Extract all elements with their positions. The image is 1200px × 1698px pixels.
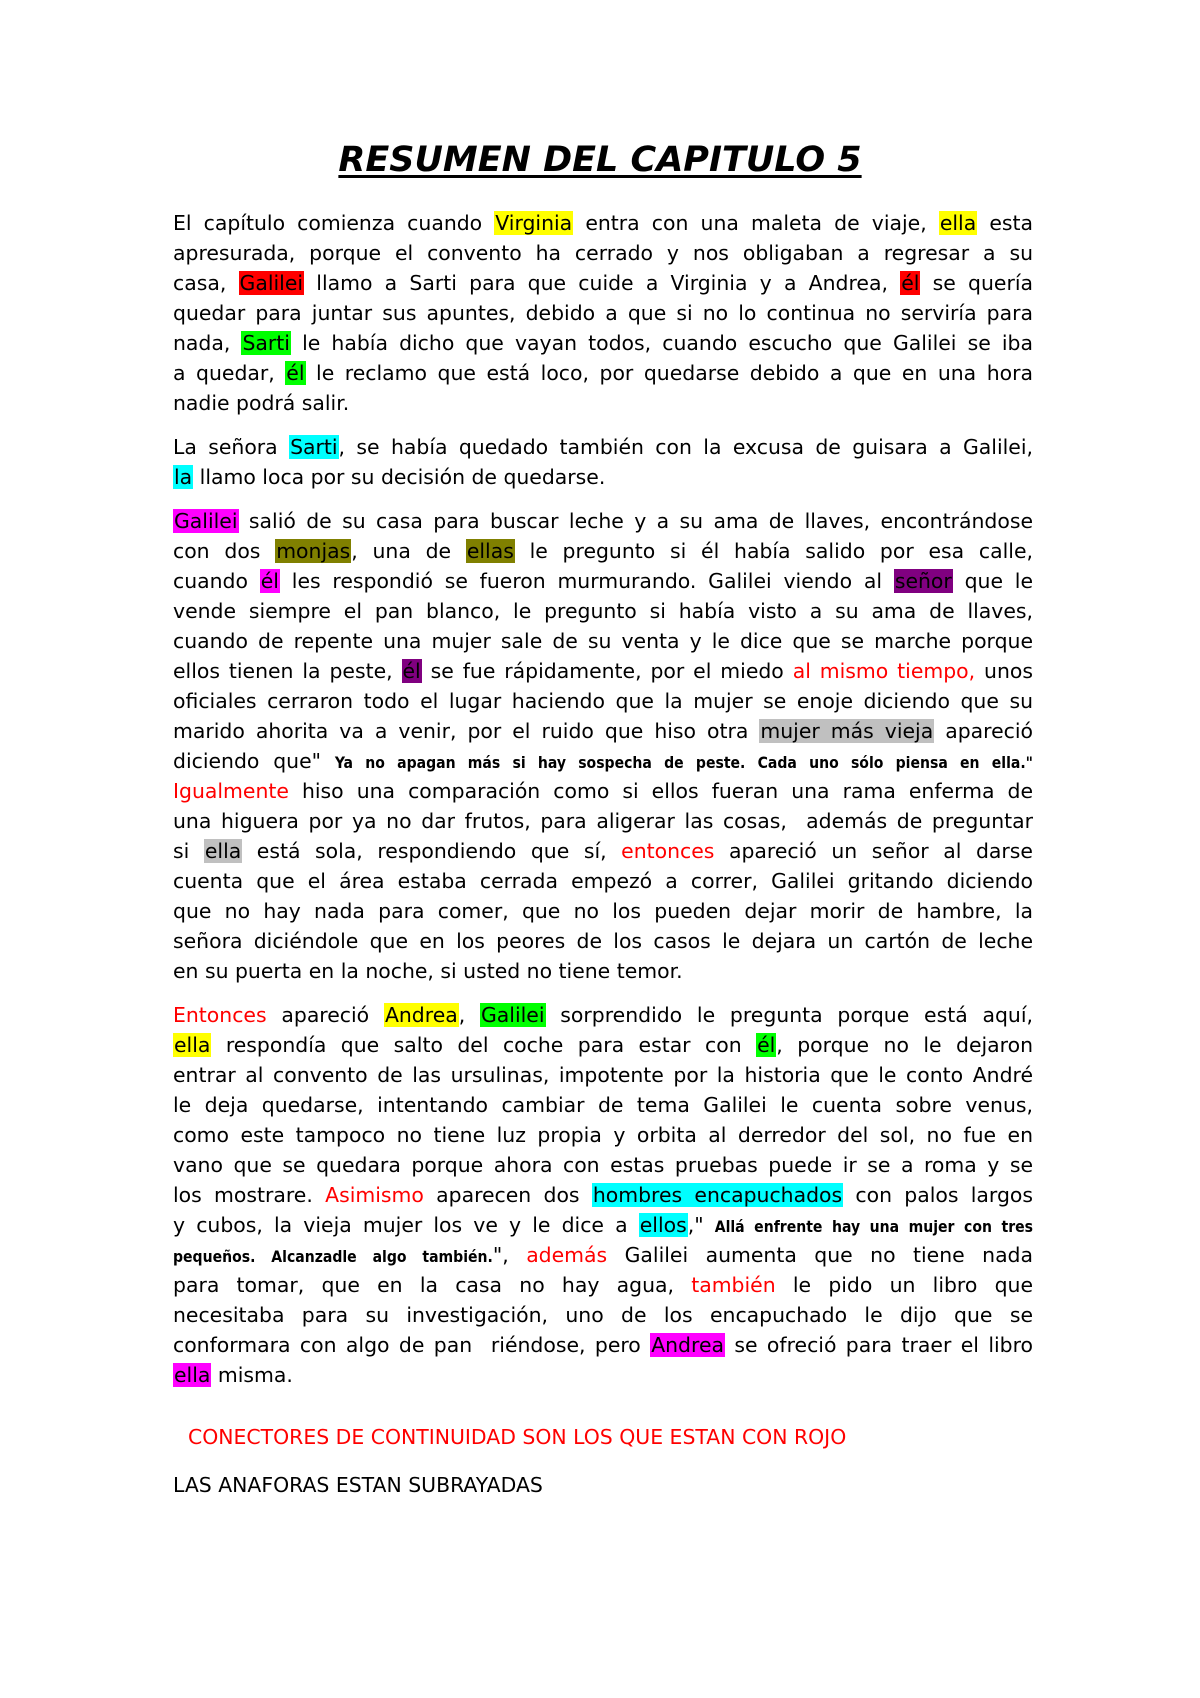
highlighted-anaphora: la bbox=[174, 465, 193, 489]
highlighted-anaphora: ella bbox=[204, 839, 242, 863]
text-segment: , se había quedado también con la excusa de guisara a Galilei, bbox=[338, 435, 1033, 459]
text-segment: vende siempre el pan blanco, le pregunto si había visto a su ama de llaves, bbox=[173, 599, 1033, 623]
highlighted-anaphora: ellas bbox=[466, 539, 514, 563]
text-line bbox=[173, 1360, 1033, 1390]
text-segment: les respondió se fueron murmurando. Galilei viendo al bbox=[279, 569, 894, 593]
continuity-connector: Asimismo bbox=[325, 1183, 424, 1207]
text-segment: como este tampoco no tiene luz propia y orbita al derredor del sol, no fue en bbox=[173, 1123, 1033, 1147]
text-segment: se ofreció para traer el libro bbox=[724, 1333, 1033, 1357]
text-line bbox=[173, 1000, 1033, 1030]
highlighted-anaphora: Sarti bbox=[242, 331, 290, 355]
text-segment: entrar al convento de las ursulinas, impotente por la historia que le conto André bbox=[173, 1063, 1033, 1087]
paragraph bbox=[173, 432, 1033, 492]
paragraph bbox=[173, 1000, 1033, 1390]
highlighted-anaphora: él bbox=[901, 271, 920, 295]
text-segment: llamo a Sarti para que cuide a Virginia y a Andrea, bbox=[304, 271, 901, 295]
anaphora-note: LAS ANAFORAS ESTAN SUBRAYADAS bbox=[173, 1473, 543, 1497]
text-line bbox=[173, 328, 1033, 358]
highlighted-anaphora: ella bbox=[174, 1363, 211, 1387]
continuity-connector: Igualmente bbox=[173, 779, 289, 803]
text-segment: le había dicho que vayan todos, cuando escucho que Galilei se iba bbox=[290, 331, 1033, 355]
text-segment: apareció un señor al darse bbox=[714, 839, 1033, 863]
text-segment: vano que se quedara porque ahora con estas pruebas puede ir se a roma y se bbox=[173, 1153, 1033, 1177]
text-segment: , una de bbox=[351, 539, 466, 563]
text-line bbox=[173, 866, 1033, 896]
text-segment: con palos largos bbox=[843, 1183, 1033, 1207]
text-segment: , bbox=[458, 1003, 480, 1027]
text-segment: está sola, respondiendo que sí, bbox=[242, 839, 622, 863]
highlighted-anaphora: Virginia bbox=[495, 211, 573, 235]
text-segment: le deja quedarse, intentando cambiar de tema Galilei le cuenta sobre venus, bbox=[173, 1093, 1033, 1117]
continuity-connector: entonces bbox=[621, 839, 715, 863]
text-segment: que no hay nada para comer, que no los pueden dejar morir de hambre, la bbox=[173, 899, 1033, 923]
document-body bbox=[173, 208, 1033, 1404]
highlighted-anaphora: él bbox=[402, 659, 421, 683]
text-line bbox=[173, 896, 1033, 926]
text-segment: le pregunto si él había salido por esa calle, bbox=[514, 539, 1033, 563]
text-segment: oficiales cerraron todo el lugar haciendo que la mujer se enoje diciendo que su bbox=[173, 689, 1033, 713]
text-line bbox=[173, 746, 1033, 776]
text-segment: le reclamo que está loco, por quedarse debido a que en una hora bbox=[305, 361, 1033, 385]
highlighted-anaphora: él bbox=[757, 1033, 776, 1057]
text-line bbox=[173, 1330, 1033, 1360]
text-line bbox=[173, 626, 1033, 656]
text-line bbox=[173, 716, 1033, 746]
text-line bbox=[173, 268, 1033, 298]
text-segment: cuando de repente una mujer sale de su venta y le dice que se marche porque bbox=[173, 629, 1033, 653]
text-line bbox=[173, 1300, 1033, 1330]
text-line bbox=[173, 1090, 1033, 1120]
text-line bbox=[173, 298, 1033, 328]
text-segment: entra con una maleta de viaje, bbox=[573, 211, 939, 235]
highlighted-anaphora: hombres encapuchados bbox=[592, 1183, 843, 1207]
text-segment: unos bbox=[975, 659, 1033, 683]
text-segment: se quería bbox=[920, 271, 1033, 295]
text-line bbox=[173, 388, 1033, 418]
text-segment: casa, bbox=[173, 271, 239, 295]
continuity-connector: también bbox=[691, 1273, 776, 1297]
continuity-connector: al mismo tiempo, bbox=[792, 659, 976, 683]
highlighted-anaphora: Andrea bbox=[651, 1333, 724, 1357]
text-segment: Galilei aumenta que no tiene nada bbox=[607, 1243, 1033, 1267]
text-line bbox=[173, 208, 1033, 238]
text-line bbox=[173, 238, 1033, 268]
text-segment: ellos tienen la peste, bbox=[173, 659, 402, 683]
highlighted-anaphora: ella bbox=[939, 211, 977, 235]
text-segment: esta bbox=[977, 211, 1034, 235]
text-segment: ," bbox=[687, 1213, 715, 1237]
text-line bbox=[173, 776, 1033, 806]
text-segment: una higuera por ya no dar frutos, para aligerar las cosas, además de preguntar bbox=[173, 809, 1033, 833]
quoted-text: Allá enfrente hay una mujer con tres bbox=[714, 1218, 1033, 1236]
text-segment: apresurada, porque el convento ha cerrado y nos obligaban a regresar a su bbox=[173, 241, 1033, 265]
text-line bbox=[173, 358, 1033, 388]
text-segment: y cubos, la vieja mujer los ve y le dice a bbox=[173, 1213, 639, 1237]
text-segment: cuenta que el área estaba cerrada empezó a correr, Galilei gritando diciendo bbox=[173, 869, 1033, 893]
text-segment: misma. bbox=[211, 1363, 293, 1387]
highlighted-anaphora: Galilei bbox=[481, 1003, 545, 1027]
text-line bbox=[173, 926, 1033, 956]
text-segment: marido ahorita va a venir, por el ruido que hiso otra bbox=[173, 719, 760, 743]
text-line bbox=[173, 1120, 1033, 1150]
text-line bbox=[173, 596, 1033, 626]
text-line bbox=[173, 1180, 1033, 1210]
text-segment: conformara con algo de pan riéndose, pero bbox=[173, 1333, 651, 1357]
highlighted-anaphora: Sarti bbox=[290, 435, 338, 459]
text-line bbox=[173, 806, 1033, 836]
text-segment: en su puerta en la noche, si usted no tiene temor. bbox=[173, 959, 683, 983]
text-line bbox=[173, 536, 1033, 566]
text-segment: a quedar, bbox=[173, 361, 286, 385]
highlighted-anaphora: ella bbox=[174, 1033, 211, 1057]
page-title: RESUMEN DEL CAPITULO 5 bbox=[338, 140, 862, 180]
text-line bbox=[173, 956, 1033, 986]
paragraph bbox=[173, 208, 1033, 418]
text-line bbox=[173, 1060, 1033, 1090]
text-segment: respondía que salto del coche para estar con bbox=[211, 1033, 757, 1057]
text-segment: llamo loca por su decisión de quedarse. bbox=[193, 465, 606, 489]
text-line bbox=[173, 1210, 1033, 1240]
text-segment: apareció bbox=[266, 1003, 384, 1027]
text-segment: cuando bbox=[173, 569, 260, 593]
text-line bbox=[173, 462, 1033, 492]
highlighted-anaphora: Andrea bbox=[384, 1003, 458, 1027]
text-line bbox=[173, 566, 1033, 596]
text-segment: , porque no le dejaron bbox=[776, 1033, 1033, 1057]
text-segment: El capítulo comienza cuando bbox=[173, 211, 495, 235]
text-line bbox=[173, 1240, 1033, 1270]
text-segment: quedar para juntar sus apuntes, debido a que si no lo continua no serviría para bbox=[173, 301, 1033, 325]
text-segment: nadie podrá salir. bbox=[173, 391, 350, 415]
highlighted-anaphora: monjas bbox=[276, 539, 351, 563]
continuity-connector: además bbox=[526, 1243, 608, 1267]
highlighted-anaphora: mujer más vieja bbox=[760, 719, 934, 743]
text-line bbox=[173, 1150, 1033, 1180]
highlighted-anaphora: ellos bbox=[639, 1213, 687, 1237]
text-segment: diciendo que" bbox=[173, 749, 335, 773]
highlighted-anaphora: señor bbox=[894, 569, 952, 593]
text-segment: para tomar, que en la casa no hay agua, bbox=[173, 1273, 692, 1297]
text-segment: sorprendido le pregunta porque está aquí, bbox=[545, 1003, 1033, 1027]
text-segment: salió de su casa para buscar leche y a su ama de llaves, encontrándose bbox=[238, 509, 1033, 533]
text-segment: La señora bbox=[173, 435, 290, 459]
highlighted-anaphora: él bbox=[286, 361, 305, 385]
text-segment: ", bbox=[492, 1243, 527, 1267]
text-segment: apareció bbox=[934, 719, 1033, 743]
text-segment: se fue rápidamente, por el miedo bbox=[421, 659, 793, 683]
text-line bbox=[173, 656, 1033, 686]
continuity-connector: Entonces bbox=[173, 1003, 267, 1027]
text-segment: aparecen dos bbox=[423, 1183, 592, 1207]
text-line bbox=[173, 506, 1033, 536]
text-segment: necesitaba para su investigación, uno de los encapuchado le dijo que se bbox=[173, 1303, 1033, 1327]
text-line bbox=[173, 1030, 1033, 1060]
highlighted-anaphora: Galilei bbox=[239, 271, 304, 295]
text-segment: señora diciéndole que en los peores de los casos le dejara un cartón de leche bbox=[173, 929, 1033, 953]
text-segment: los mostrare. bbox=[173, 1183, 326, 1207]
text-segment: hiso una comparación como si ellos fueran una rama enferma de bbox=[288, 779, 1033, 803]
text-segment: nada, bbox=[173, 331, 242, 355]
text-line bbox=[173, 686, 1033, 716]
connectors-note: CONECTORES DE CONTINUIDAD SON LOS QUE ESTAN CON ROJO bbox=[188, 1425, 847, 1449]
text-segment: con dos bbox=[173, 539, 276, 563]
quoted-text: Ya no apagan más si hay sospecha de peste. Cada uno sólo piensa en ella." bbox=[334, 754, 1033, 772]
quoted-text: pequeños. Alcanzadle algo también. bbox=[173, 1248, 493, 1266]
paragraph bbox=[173, 506, 1033, 986]
highlighted-anaphora: Galilei bbox=[174, 509, 238, 533]
text-segment: le pido un libro que bbox=[775, 1273, 1033, 1297]
text-line bbox=[173, 432, 1033, 462]
text-line bbox=[173, 1270, 1033, 1300]
text-segment: que le bbox=[952, 569, 1033, 593]
text-segment: si bbox=[173, 839, 204, 863]
highlighted-anaphora: él bbox=[260, 569, 279, 593]
text-line bbox=[173, 836, 1033, 866]
